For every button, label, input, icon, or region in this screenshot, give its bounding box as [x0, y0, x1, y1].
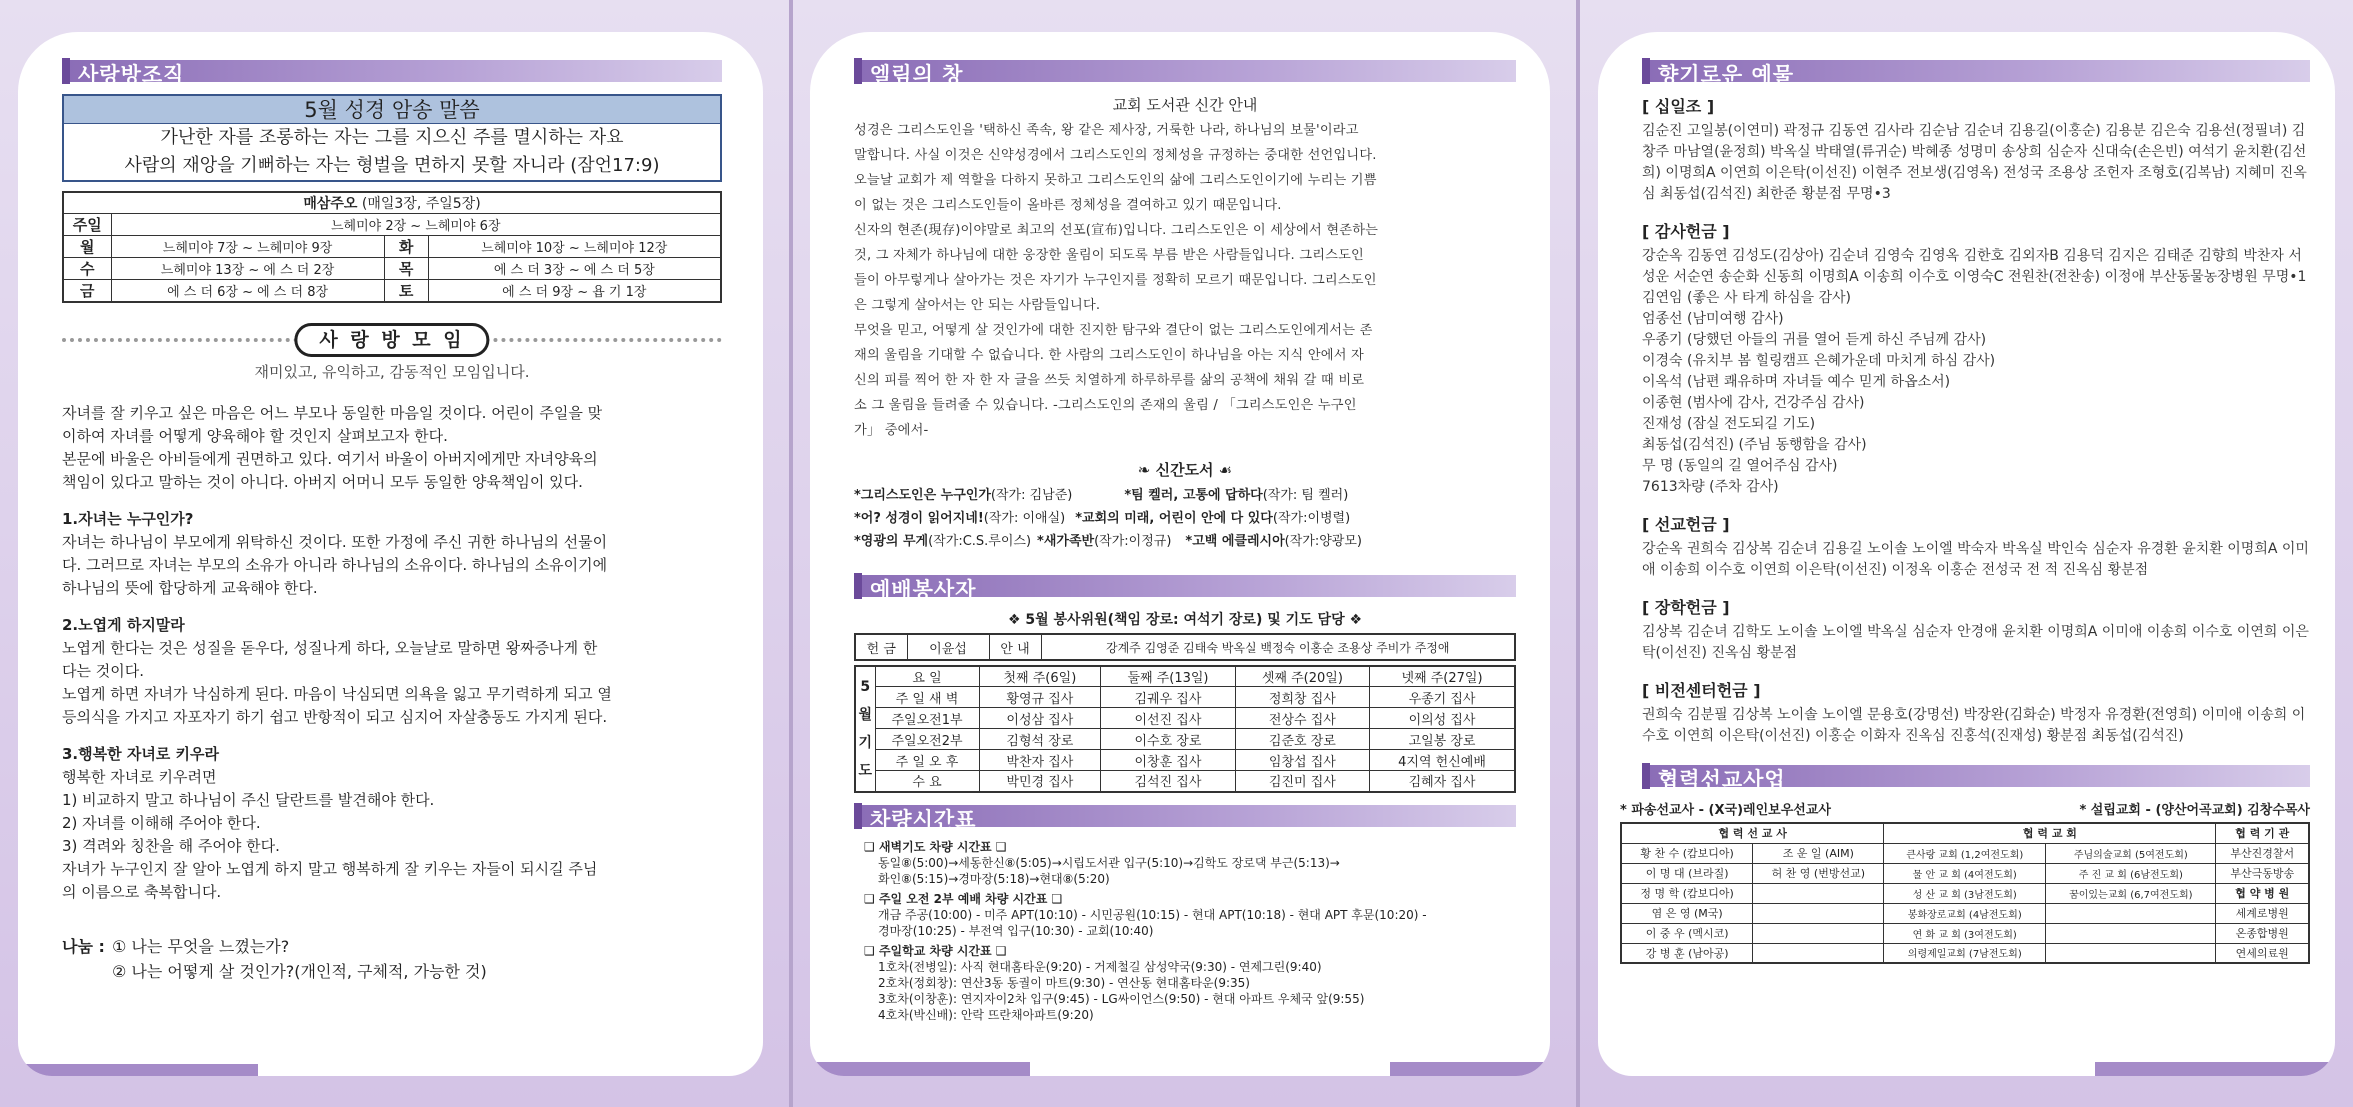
reading-range: 에 스 더 6장 ~ 에 스 더 8장 [111, 280, 384, 303]
bus-route: 개금 주공(10:00) - 미주 APT(10:10) - 시민공원(10:15) - 현대 APT(10:18) - 현대 APT 후문(10:20) - [878, 907, 1427, 922]
paragraph-line: 것, 그 자체가 하나님에 대한 웅장한 울림이 되도록 부름 받은 사람들입니다. 그리스도인 [854, 248, 1364, 263]
mission-names: 강순옥 권희숙 김상복 김순녀 김용길 노이솔 노이엘 박숙자 박옥실 박인숙 심순자 유경환 윤치환 이명희A 이미애 이송희 이수호 이연희 이은탁(이선진) 이정옥 이홍순 전성국 전 적 진옥심 황분점 [1642, 541, 2309, 578]
bus-route: 3호차(이창훈): 연지자이2차 입구(9:45) - LG싸이언스(9:50) - 현대 아파트 우체국 앞(9:55) [878, 991, 1365, 1006]
schedule-cell: 황영규 집사 [979, 687, 1101, 708]
book-title: *팀 켈러, 고통에 답하다 [1124, 488, 1263, 503]
column-header: 넷째 주(27일) [1370, 666, 1515, 687]
box-icon: ❑ [864, 891, 879, 906]
schedule-cell: 정희창 집사 [1235, 687, 1369, 708]
table-cell: 정 명 학 (캄보디아) [1621, 883, 1753, 903]
paragraph-line: 성경은 그리스도인을 '택하신 족속, 왕 같은 제사장, 거룩한 나라, 하나님의 보물'이라고 [854, 123, 1359, 138]
column-header: 셋째 주(20일) [1235, 666, 1369, 687]
table-cell: 꿈이있는교회 (6,7여전도회) [2046, 883, 2216, 903]
paragraph-line: 2) 자녀를 이해해 주어야 한다. [62, 814, 261, 832]
bus-route: 경마장(10:25) - 부전역 입구(10:30) - 교회(10:40) [878, 923, 1154, 938]
paragraph-line: 3) 격려와 칭찬을 해 주어야 한다. [62, 837, 280, 855]
paragraph-line: 등의식을 가지고 자포자기 하기 쉽고 반항적이 되고 심지어 자살충동도 가지게 된다. [62, 708, 608, 726]
paragraph-line: 신의 피를 찍어 한 자 한 자 글을 쓰듯 치열하게 하루하루를 삶의 공책에 채워 갈 때 비로 [854, 373, 1365, 388]
paragraph-line: 다. 그러므로 자녀는 부모의 소유가 아니라 하나님의 소유이다. 하나님의 소유이기에 [62, 556, 608, 574]
column-header: 협 력 선 교 사 [1621, 823, 1884, 843]
sharing-question: ① 나는 무엇을 느꼈는가? [112, 937, 290, 956]
reading-range: 에 스 더 9장 ~ 욥 기 1장 [428, 280, 721, 303]
table-cell: 물 안 교 회 (4여전도회) [1884, 863, 2046, 883]
book-title: *교회의 미래, 어린이 안에 다 있다 [1075, 511, 1273, 526]
section-header: 사랑방조직 [62, 56, 722, 84]
corner-deco [18, 1064, 258, 1076]
bus-title: 주일학교 차량 시간표 [878, 943, 992, 958]
paragraph-line: 신자의 현존(現存)이야말로 최고의 선포(宣布)입니다. 그리스도인은 이 세상에서 현존하는 [854, 223, 1379, 238]
scholarship-title: [ 장학헌금 ] [1642, 598, 1730, 617]
book-title: *어? 성경이 읽어지네! [854, 511, 984, 526]
new-books-title: 신간도서 [1155, 461, 1214, 479]
schedule-cell: 전상수 집사 [1235, 708, 1369, 729]
day-label: 월 [63, 236, 111, 258]
list-item: 7613차량 (주차 감사) [1642, 479, 1779, 495]
volunteer-title: 5월 봉사위원(책임 장로: 여석기 장로) 및 기도 담당 [1025, 612, 1345, 628]
table-cell: 성 산 교 회 (3남전도회) [1884, 883, 2046, 903]
month-label: 5월기도 [855, 666, 875, 792]
column-header: 요 일 [875, 666, 979, 687]
paragraph-line: 행복한 자녀로 키우려면 [62, 768, 217, 786]
section-title: 1.자녀는 누구인가? [62, 510, 194, 528]
service-name: 주일오전1부 [875, 708, 979, 729]
day-label: 화 [384, 236, 428, 258]
library-title: 교회 도서관 신간 안내 [1112, 96, 1258, 114]
day-label: 목 [384, 258, 428, 280]
bible-reading-table [62, 191, 722, 303]
meeting-banner [62, 323, 722, 357]
corner-deco [810, 1062, 1030, 1076]
box-icon: ❑ [991, 943, 1007, 958]
reading-range: 에 스 더 3장 ~ 에 스 더 5장 [428, 258, 721, 280]
section-header: 엘림의 창 [854, 56, 1516, 84]
section-header: 협력선교사업 [1642, 761, 2310, 789]
day-label: 수 [63, 258, 111, 280]
paragraph-line: 이하여 자녀를 어떻게 양육해야 할 것인지 살펴보고자 한다. [62, 427, 448, 445]
table-cell: 조 운 일 (AIM) [1753, 843, 1884, 863]
schedule-cell: 고일봉 장로 [1370, 729, 1515, 750]
tithe-names: 김순진 고일봉(이연미) 곽정규 김동연 김사라 김순남 김순녀 김용길(이홍순) 김용분 김은숙 김용선(정필녀) 김창주 마남열(윤정희) 박옥실 박태열(류귀순) 박혜종 성명미 송상희 심순자 신대숙(손은빈) 여석기 윤치환(김선희) 이명희A 이연희 이은탁(이선진) 이현주 전보생(김영옥) 전성국 조용상 조헌자 조형호(김복남) 지혜미 진옥심 최동섭(김석진) 최한준 황분점 무명•3 [1642, 123, 2307, 202]
meeting-title: 사 랑 방 모 임 [294, 323, 489, 357]
leaf-icon: ❧ [1137, 461, 1156, 479]
panel-right-content [1620, 32, 2310, 964]
reading-range: 느헤미야 2장 ~ 느헤미야 6장 [111, 214, 721, 236]
paragraph-line: 오늘날 교회가 제 역할을 다하지 못하고 그리스도인의 삶에 그리스도인이기에 누리는 기쁨 [854, 173, 1377, 188]
section-title: 2.노엽게 하지말라 [62, 616, 185, 634]
book-author: (작가: 팀 켈러) [1262, 488, 1349, 503]
table-cell: 세계로병원 [2216, 903, 2309, 923]
reading-range: 느헤미야 13장 ~ 에 스 더 2장 [111, 258, 384, 280]
table-cell: 염 은 영 (M국) [1621, 903, 1753, 923]
table-cell: 봉화장로교회 (4남전도회) [1884, 903, 2046, 923]
paragraph-line: 1) 비교하지 말고 하나님이 주신 달란트를 발견해야 한다. [62, 791, 435, 809]
list-item: 최동섭(김석진) (주님 동행함을 감사) [1642, 437, 1867, 453]
paragraph-line: 의 이름으로 축복합니다. [62, 883, 222, 901]
table-cell: 협 약 병 원 [2216, 883, 2309, 903]
bus-route: 2호차(정회창): 연산3동 동궐이 마트(9:30) - 연산동 현대홈타운(9:35) [878, 975, 1250, 990]
paragraph-line: 하나님의 뜻에 합당하게 교육해야 한다. [62, 579, 318, 597]
corner-deco [1390, 1062, 1550, 1076]
mission-title: [ 선교헌금 ] [1642, 515, 1730, 534]
reading-range: 느헤미야 7장 ~ 느헤미야 9장 [111, 236, 384, 258]
corner-deco [2095, 1062, 2335, 1076]
table-cell: 큰사랑 교회 (1,2여전도회) [1884, 843, 2046, 863]
table-cell: 황 찬 수 (캄보디아) [1621, 843, 1753, 863]
paragraph-line: 재의 울림을 기대할 수 없습니다. 한 사람의 그리스도인이 하나님을 아는 지식 안에서 자 [854, 348, 1364, 363]
section-title: 3.행복한 자녀로 키우라 [62, 745, 219, 763]
table-cell [1753, 883, 1884, 903]
role-names: 이윤섭 [907, 634, 989, 660]
book-author: (작가:이병렬) [1272, 511, 1351, 526]
leaf-icon: ☙ [1213, 461, 1233, 479]
schedule-cell: 4지역 헌신예배 [1370, 750, 1515, 771]
vision-center-title: [ 비전센터헌금 ] [1642, 681, 1761, 700]
sharing-label: 나눔 : [62, 937, 105, 956]
book-title: *그리스도인은 누구인가 [854, 488, 991, 503]
panel-middle [810, 32, 1550, 1076]
diamond-icon: ❖ [1007, 612, 1026, 628]
schedule-cell: 우종기 집사 [1370, 687, 1515, 708]
memory-verse-line-1: 가난한 자를 조롱하는 자는 그를 지으신 주를 멸시하는 자요 [160, 127, 624, 148]
table-cell [1753, 943, 1884, 963]
service-name: 수 요 [875, 771, 979, 792]
schedule-cell: 이성삼 집사 [979, 708, 1101, 729]
paragraph-line: 은 그렇게 살아서는 안 되는 사람들입니다. [854, 298, 1101, 313]
schedule-cell: 이창훈 집사 [1101, 750, 1235, 771]
role-label: 안 내 [989, 634, 1041, 660]
schedule-cell: 김진미 집사 [1235, 771, 1369, 792]
day-label: 토 [384, 280, 428, 303]
box-icon: ❑ [1047, 891, 1063, 906]
dispatch-missionary: * 파송선교사 - (X국)레인보우선교사 [1620, 803, 1831, 818]
table-cell: 허 찬 영 (번방선교) [1753, 863, 1884, 883]
table-cell [2046, 943, 2216, 963]
bus-route: 동일⑧(5:00)→세동한신⑧(5:05)→시립도서관 입구(5:10)→김학도 장로댁 부근(5:13)→ [878, 855, 1340, 870]
table-cell: 연세의료원 [2216, 943, 2309, 963]
meeting-subtitle: 재미있고, 유익하고, 감동적인 모임입니다. [254, 363, 530, 381]
paragraph-line: 이 없는 것은 그리스도인들이 올바른 정체성을 결여하고 있기 때문입니다. [854, 198, 1282, 213]
schedule-cell: 박찬자 집사 [979, 750, 1101, 771]
book-title: *영광의 무게 [854, 534, 929, 549]
library-text [854, 118, 1516, 443]
table-cell [2046, 923, 2216, 943]
list-item: 진재성 (잠실 전도되길 기도) [1642, 416, 1816, 432]
section-header: 예배봉사자 [854, 571, 1516, 599]
reading-note: (매일3장, 주일5장) [357, 196, 481, 212]
service-name: 주일오전2부 [875, 729, 979, 750]
column-header: 협 력 교 회 [1884, 823, 2216, 843]
partner-table [1620, 822, 2310, 964]
column-header: 협 력 기 관 [2216, 823, 2309, 843]
table-cell: 강 병 훈 (남아공) [1621, 943, 1753, 963]
paragraph-line: 자녀를 잘 키우고 싶은 마음은 어느 부모나 동일한 마음일 것이다. 어린이 주일을 맞 [62, 404, 603, 422]
thanks-names: 강순옥 김동연 김성도(김상아) 김순녀 김영숙 김영옥 김한호 김외자B 김용덕 김지은 김태준 김향희 박찬자 서성운 서순연 송순화 신동희 이명희A 이송희 이수호 이영숙C 전원찬(전찬송) 이정애 부산동물농장병원 무명•1 [1642, 248, 2307, 285]
list-item: 이종현 (범사에 감사, 건강주심 감사) [1642, 395, 1865, 411]
list-item: 엄종선 (남미여행 감사) [1642, 311, 1784, 327]
panel-right [1598, 32, 2335, 1076]
table-cell: 주 진 교 회 (6남전도회) [2046, 863, 2216, 883]
table-cell: 부산진경찰서 [2216, 843, 2309, 863]
column-header: 둘째 주(13일) [1101, 666, 1235, 687]
fold-line [789, 0, 793, 1107]
book-author: (작가:이정규) [1094, 534, 1172, 549]
schedule-cell: 이의성 집사 [1370, 708, 1515, 729]
table-cell [2046, 903, 2216, 923]
new-books-list [854, 484, 1516, 553]
panel-left [18, 32, 763, 1076]
service-name: 주 일 오 후 [875, 750, 979, 771]
bus-schedule [854, 839, 1516, 1023]
table-cell: 온종합병원 [2216, 923, 2309, 943]
mission-info [1620, 799, 2310, 818]
offering-usher-table [854, 633, 1516, 661]
table-cell [1753, 903, 1884, 923]
paragraph-line: 책임이 있다고 말하는 것이 아니다. 아버지 어머니 모두 동일한 양육책임이 있다. [62, 473, 583, 491]
vision-center-names: 권희숙 김분필 김상복 노이솔 노이엘 문용호(강명선) 박장완(김화순) 박정자 유경환(전영희) 이미애 이송희 이수호 이연희 이은탁(이선진) 이홍순 이화자 진옥심 진홍석(진재성) 황분점 최동섭(김석진) [1642, 707, 2306, 744]
bus-title: 새벽기도 차량 시간표 [878, 839, 992, 854]
schedule-cell: 임창섭 집사 [1235, 750, 1369, 771]
bus-route: 1호차(전병일): 사직 현대홈타운(9:20) - 거제철길 삼성약국(9:30) - 연제그린(9:40) [878, 959, 1322, 974]
memory-verse-box [62, 94, 722, 182]
table-cell: 의령제일교회 (7남전도회) [1884, 943, 2046, 963]
volunteer-heading [854, 609, 1516, 629]
bus-route: 화인⑧(5:15)→경마장(5:18)→현대⑧(5:20) [878, 871, 1110, 886]
diamond-icon: ❖ [1344, 612, 1363, 628]
list-item: 김연임 (좋은 사 타게 하심을 감사) [1642, 290, 1851, 306]
thanks-list [1642, 288, 2310, 498]
schedule-cell: 이선진 집사 [1101, 708, 1235, 729]
tithe-title: [ 십일조 ] [1642, 97, 1715, 116]
table-cell: 이 명 대 (브라질) [1621, 863, 1753, 883]
book-author: (작가:양광모) [1284, 534, 1362, 549]
paragraph-line: 자녀가 누구인지 잘 알아 노엽게 하지 말고 행복하게 잘 키우는 자들이 되시길 주님 [62, 860, 598, 878]
scholarship-names: 김상복 김순녀 김학도 노이솔 노이엘 박옥실 심순자 안경애 윤치환 이명희A 이미애 이송희 이수호 이연희 이은탁(이선진) 진옥심 황분점 [1642, 624, 2309, 661]
box-icon: ❑ [991, 839, 1007, 854]
list-item: 이옥석 (남편 쾌유하며 자녀들 예수 믿게 하옵소서) [1642, 374, 1951, 390]
bus-route: 4호차(박신배): 안락 뜨란채아파트(9:20) [878, 1007, 1094, 1022]
paragraph-line: 다는 것이다. [62, 662, 144, 680]
box-icon: ❑ [864, 839, 879, 854]
sharing-question: ② 나는 어떻게 살 것인가?(개인적, 구체적, 가능한 것) [112, 962, 487, 981]
paragraph-line: 가」 중에서- [854, 423, 929, 438]
list-item: 우종기 (당했던 아들의 귀를 열어 듣게 하신 주님께 감사) [1642, 332, 1987, 348]
box-icon: ❑ [864, 943, 879, 958]
paragraph-line: 소 그 울림을 들려줄 수 있습니다. -그리스도인의 존재의 울림 / 「그리스도인은 누구인 [854, 398, 1357, 413]
section-header: 차량시간표 [854, 801, 1516, 829]
book-author: (작가: 김남준) [990, 488, 1073, 503]
role-label: 헌 금 [855, 634, 907, 660]
paragraph-line: 노엽게 하면 자녀가 낙심하게 된다. 마음이 낙심되면 의욕을 잃고 무기력하게 되고 열 [62, 685, 612, 703]
section-header: 향기로운 예물 [1642, 56, 2310, 84]
panel-middle-content [854, 32, 1516, 1023]
schedule-cell: 김형석 장로 [979, 729, 1101, 750]
paragraph-line: 본문에 바울은 아비들에게 권면하고 있다. 여기서 바울이 아버지에게만 자녀양육의 [62, 450, 598, 468]
memory-verse-title: 5월 성경 암송 말씀 [64, 96, 720, 124]
planted-church: * 설립교회 - (양산어곡교회) 김창수목사 [2079, 803, 2310, 818]
schedule-cell: 김궤우 집사 [1101, 687, 1235, 708]
new-books-heading [854, 459, 1516, 480]
list-item: 이경숙 (유치부 봄 힐링캠프 은혜가운데 마치게 하심 감사) [1642, 353, 1996, 369]
table-cell: 연 화 교 회 (3여전도회) [1884, 923, 2046, 943]
book-author: (작가:C.S.루이스) [928, 534, 1032, 549]
bus-title: 주일 오전 2부 예배 차량 시간표 [878, 891, 1048, 906]
schedule-cell: 김준호 장로 [1235, 729, 1369, 750]
book-title: *새가족반 [1037, 534, 1095, 549]
book-title: *고백 에클레시아 [1185, 534, 1285, 549]
schedule-cell: 김석진 집사 [1101, 771, 1235, 792]
panel-left-content [62, 32, 722, 984]
table-cell: 부산극동방송 [2216, 863, 2309, 883]
paragraph-line: 들이 아무렇게나 살아가는 것은 자기가 누구인지를 정확히 모르기 때문입니다. 그리스도인 [854, 273, 1377, 288]
column-header: 첫째 주(6일) [979, 666, 1101, 687]
fold-line [1576, 0, 1580, 1107]
schedule-cell: 이수호 장로 [1101, 729, 1235, 750]
paragraph-line: 자녀는 하나님이 부모에게 위탁하신 것이다. 또한 가정에 주신 귀한 하나님의 선물이 [62, 533, 608, 551]
reading-range: 느헤미야 10장 ~ 느헤미야 12장 [428, 236, 721, 258]
paragraph-line: 말합니다. 사실 이것은 신약성경에서 그리스도인의 정체성을 규정하는 중대한 선언입니다. [854, 148, 1377, 163]
thanks-title: [ 감사헌금 ] [1642, 222, 1730, 241]
memory-verse-line-2: 사람의 재앙을 기뻐하는 자는 형벌을 면하지 못할 자니라 (잠언17:9) [124, 155, 660, 176]
role-names: 강계주 김영준 김태숙 박옥실 백정숙 이홍순 조용상 주비가 주정애 [1041, 634, 1515, 660]
book-author: (작가: 이애실) [983, 511, 1066, 526]
service-name: 주 일 새 벽 [875, 687, 979, 708]
schedule-cell: 김혜자 집사 [1370, 771, 1515, 792]
table-cell: 주님의술교회 (5여전도회) [2046, 843, 2216, 863]
table-cell [1753, 923, 1884, 943]
day-label: 금 [63, 280, 111, 303]
schedule-cell: 박민경 집사 [979, 771, 1101, 792]
prayer-schedule-table [854, 665, 1516, 793]
day-label: 주일 [63, 214, 111, 236]
sermon-body [62, 402, 722, 904]
list-item: 무 명 (동일의 길 열어주심 감사) [1642, 458, 1838, 474]
paragraph-line: 무엇을 믿고, 어떻게 살 것인가에 대한 진지한 탐구와 결단이 없는 그리스도인에게서는 존 [854, 323, 1373, 338]
table-cell: 이 중 우 (멕시코) [1621, 923, 1753, 943]
sharing-questions [62, 934, 722, 984]
reading-title: 매삼주오 [303, 196, 358, 212]
paragraph-line: 노엽게 한다는 것은 성질을 돋우다, 성질나게 하다, 오늘날로 말하면 왕짜증나게 한 [62, 639, 598, 657]
